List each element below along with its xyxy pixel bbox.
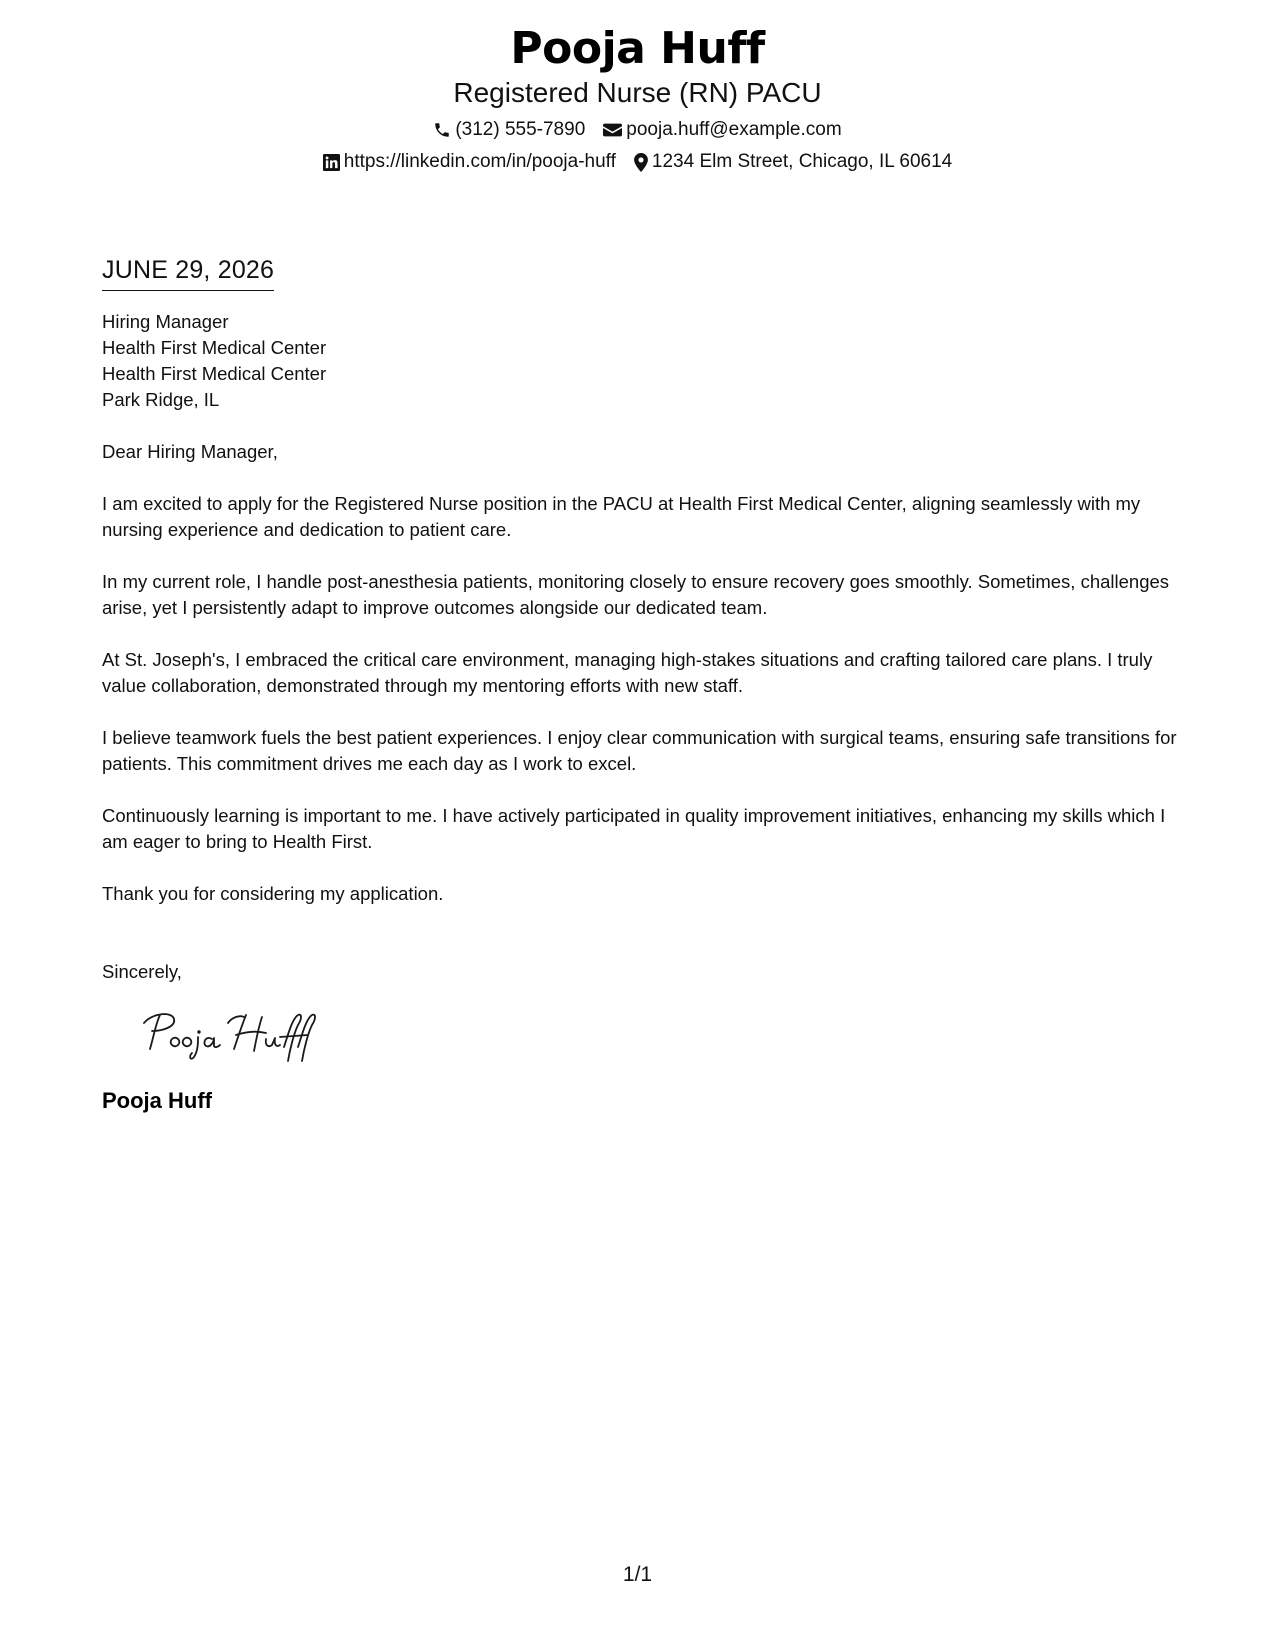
applicant-role: Registered Nurse (RN) PACU xyxy=(453,77,822,108)
email-text[interactable]: pooja.huff@example.com xyxy=(626,119,842,140)
recipient-block xyxy=(102,309,1177,413)
recipient-line: Health First Medical Center xyxy=(102,363,327,384)
body-paragraph: In my current role, I handle post-anesthesia patients, monitoring closely to ensure recovery goes smoothly. Sometimes, challenges arise, yet I persistently adapt to improve outcomes alongside our dedicated team. xyxy=(102,571,1170,618)
body-paragraph: I am excited to apply for the Registered Nurse position in the PACU at Health First Medical Center, aligning seamlessly with my nursing experience and dedication to patient care. xyxy=(102,493,1141,540)
phone-text[interactable]: (312) 555-7890 xyxy=(455,119,586,140)
recipient-line: Health First Medical Center xyxy=(102,337,327,358)
handwritten-signature xyxy=(138,1005,1177,1069)
recipient-line: Park Ridge, IL xyxy=(102,389,220,410)
letter-header xyxy=(0,22,1275,174)
salutation: Dear Hiring Manager, xyxy=(102,441,278,462)
body-paragraph: Thank you for considering my application. xyxy=(102,883,444,904)
contact-email xyxy=(603,118,841,142)
contact-line-1 xyxy=(0,118,1275,142)
body-paragraph: At St. Joseph's, I embraced the critical care environment, managing high-stakes situations and crafting tailored care plans. I truly value collaboration, demonstrated through my mentoring efforts with new staff. xyxy=(102,649,1153,696)
map-pin-icon xyxy=(634,153,648,172)
signer-name: Pooja Huff xyxy=(102,1088,212,1113)
closing: Sincerely, xyxy=(102,961,182,982)
contact-linkedin xyxy=(323,150,616,174)
linkedin-text[interactable]: https://linkedin.com/in/pooja-huff xyxy=(343,151,616,172)
envelope-icon xyxy=(603,122,622,138)
phone-icon xyxy=(433,121,451,139)
linkedin-icon xyxy=(323,154,340,171)
contact-phone xyxy=(433,118,585,142)
letter-body xyxy=(102,254,1177,1115)
letter-date: JUNE 29, 2026 xyxy=(102,254,274,291)
address-text: 1234 Elm Street, Chicago, IL 60614 xyxy=(651,151,953,172)
recipient-line: Hiring Manager xyxy=(102,311,229,332)
body-paragraph: I believe teamwork fuels the best patient experiences. I enjoy clear communication with surgical teams, ensuring safe transitions for patients. This commitment drives me each day as I work to excel. xyxy=(102,727,1177,774)
contact-address xyxy=(634,150,952,174)
contact-line-2 xyxy=(0,150,1275,174)
applicant-name: Pooja Huff xyxy=(510,23,765,74)
body-paragraph: Continuously learning is important to me. I have actively participated in quality improvement initiatives, enhancing my skills which I am eager to bring to Health First. xyxy=(102,805,1166,852)
page-number: 1/1 xyxy=(622,1563,653,1586)
